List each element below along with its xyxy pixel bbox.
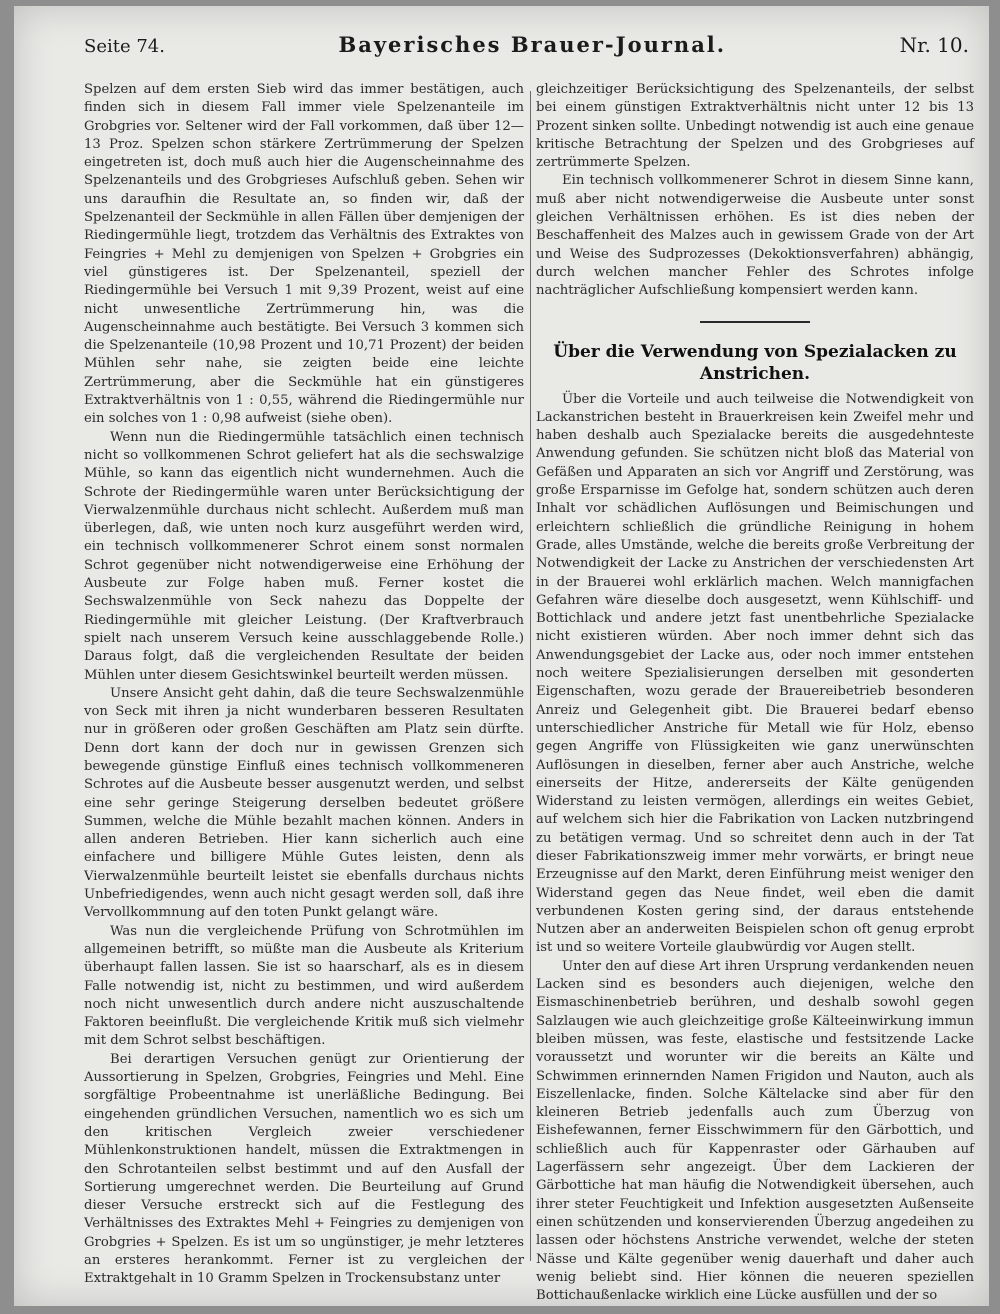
left-paragraph-5: Bei derartigen Versuchen genügt zur Orientierung der Aussortierung in Spelzen, Grobgries, Feingries und Mehl. Eine sorgfältige Probeentnahme ist unerläßliche Bedingung. Bei eingehenden gründlichen Versuchen, namentlich wo es sich um den kritischen Vergleich zweier verschiedener Mühlenkonstruktionen handelt, müssen die Extraktmengen in den Schrotanteilen selbst bestimmt und auf den Ausfall der Sortierung umgerechnet werden. Die Beurteilung auf Grund dieser Versuche erstreckt sich auf die Festlegung des Verhältnisses des Extraktes Mehl + Feingries zu demjenigen von Grobgries + Spelzen. Es ist um so ungünstiger, je mehr letzteres an ersteres herankommt. Ferner ist zu vergleichen der Extraktgehalt in 10 Gramm Spelzen in Trockensubstanz unter bbox=[84, 1051, 524, 1287]
newspaper-page bbox=[14, 6, 989, 1306]
left-paragraph-1: Spelzen auf dem ersten Sieb wird das immer bestätigen, auch finden sich in diesem Fall immer viele Spelzenanteile im Grobgries vor. Seltener wird der Fall vorkommen, daß über 12—13 Proz. Spelzen schon stärkere Zertrümmerung der Spelzen eingetreten ist, doch muß auch hier die Augenscheinnahme des Spelzenanteils und des Grobgrieses Aufschluß geben. Sehen wir uns daraufhin die Resultate an, so finden wir, daß der Spelzenanteil der Seckmühle in allen Fällen über demjenigen der Riedingermühle liegt, trotzdem das Verhältnis des Extraktes von Feingries + Mehl zu demjenigen von Spelzen + Grobgries ein viel günstigeres ist. Der Spelzenanteil, speziell der Riedingermühle bei Versuch 1 mit 9,39 Prozent, weist auf eine nicht unwesentliche Zertrümmerung hin, was die Augenscheinnahme auch bestätigte. Bei Versuch 3 kommen sich die Spelzenanteile (10,98 Prozent und 10,71 Prozent) der beiden Mühlen sehr nahe, sie zeigten beide eine leichte Zertrümmerung, aber die Seckmühle hat ein günstigeres Extraktverhältnis von 1 : 0,55, während die Riedingermühle nur ein solches von 1 : 0,98 aufweist (siehe oben). bbox=[84, 82, 524, 427]
article-title: Über die Verwendung von Spezialacken zu Anstrichen. bbox=[553, 341, 957, 384]
left-column bbox=[84, 81, 524, 1287]
left-paragraph-3: Unsere Ansicht geht dahin, daß die teure Sechswalzenmühle von Seck mit ihren ja nicht wunderbaren besseren Resultaten nur in größeren oder großen Geschäften am Platz sein dürfte. Denn dort kann der doch nur in gewissen Grenzen sich bewegende günstige Einfluß eines technisch vollkommeneren Schrotes auf die Ausbeute besser ausgenutzt werden, und selbst eine sehr geringe Steigerung derselben bedeutet größere Summen, welche die Mühle bezahlt machen können. Anders in allen anderen Betrieben. Hier kann sicherlich auch eine einfachere und billigere Mühle Gutes leisten, denn als Vierwalzenmühle beurteilt leistet sie ebenfalls durchaus nichts Unbefriedigendes, wenn auch nicht gesagt werden soll, daß ihre Vervollkommnung auf den toten Punkt gelangt wäre. bbox=[84, 685, 524, 921]
journal-title: Bayerisches Brauer-Journal. bbox=[338, 32, 727, 57]
right-paragraph-2: Ein technisch vollkommenerer Schrot in diesem Sinne kann, muß aber nicht notwendigerweise die Ausbeute unter sonst gleichen Verhältnissen erhöhen. Es ist dies neben der Beschaffenheit des Malzes auch in gewissem Grade von der Art und Weise des Sudprozesses (Dekoktionsverfahren) abhängig, durch welchen mancher Fehler des Schrotes infolge nachträglicher Aufschließung kompensiert werden kann. bbox=[536, 173, 974, 299]
right-column bbox=[536, 81, 974, 1304]
section-rule bbox=[700, 321, 810, 323]
article-paragraph-1: Über die Vorteile und auch teilweise die Notwendigkeit von Lackanstrichen besteht in Brauerkreisen kein Zweifel mehr und haben deshalb auch Spezialacke bereits die ausgedehnteste Anwendung gefunden. Sie schützen nicht bloß das Material von Gefäßen und Apparaten an sich vor Angriff und Zerstörung, was große Ersparnisse im Gefolge hat, sondern schützen auch deren Inhalt vor schädlichen Auflösungen und Beimischungen und erleichtern schließlich die gründliche Reinigung in hohem Grade, alles Umstände, welche die bereits große Verbreitung der Notwendigkeit der Lacke zu Anstrichen der verschiedensten Art in der Brauerei wohl erklärlich machen. Welch mannigfachen Gefahren wäre dieselbe doch ausgesetzt, wenn Kühlschiff- und Bottichlack und andere jetzt fast unentbehrliche Spezialacke nicht existieren würden. Aber noch immer dehnt sich das Anwendungsgebiet der Lacke aus, oder noch immer entstehen noch weitere Spezialisierungen derselben mit gesonderten Eigenschaften, wozu gerade der Brauereibetrieb besonderen Anreiz und Gelegenheit gibt. Die Brauerei bedarf ebenso unterschiedlicher Anstriche für Metall wie für Holz, ebenso gegen Angriffe von Flüssigkeiten wie ganz unerwünschten Auflösungen in dieselben, ferner aber auch Anstriche, welche einerseits der Hitze, andererseits der Kälte genügenden Widerstand zu leisten vermögen, allerdings ein weites Gebiet, auf welchem sich hier die Fabrikation von Lacken nutzbringend zu betätigen vermag. Und so schreitet denn auch in der Tat dieser Fabrikationszweig immer mehr vorwärts, er bringt neue Erzeugnisse auf den Markt, deren Einführung meist weniger den Widerstand gegen das Neue findet, weil eben die damit verbundenen Kosten gering sind, der daraus entstehende Nutzen aber an anderweiten Beispielen schon oft genug erprobt ist und so weitere Vorteile glaubwürdig vor Augen stellt. bbox=[536, 391, 974, 956]
page-header bbox=[84, 32, 969, 72]
right-paragraph-1: gleichzeitiger Berücksichtigung des Spelzenanteils, der selbst bei einem günstigen Extraktverhältnis nicht unter 12 bis 13 Prozent sinken sollte. Unbedingt notwendig ist auch eine genaue kritische Betrachtung der Spelzen und des Grobgrieses auf zertrümmerte Spelzen. bbox=[536, 82, 974, 171]
left-paragraph-4: Was nun die vergleichende Prüfung von Schrotmühlen im allgemeinen betrifft, so müßte man die Ausbeute als Kriterium überhaupt fallen lassen. Sie ist so haarscharf, als es in diesem Falle notwendig ist, nicht zu bestimmen, und wird außerdem noch nicht unwesentlich durch andere nicht auszuschaltende Faktoren beeinflußt. Die vergleichende Kritik muß sich vielmehr mit dem Schrot selbst beschäftigen. bbox=[84, 923, 524, 1049]
issue-number: Nr. 10. bbox=[899, 33, 969, 57]
left-paragraph-2: Wenn nun die Riedingermühle tatsächlich einen technisch nicht so vollkommenen Schrot geliefert hat als die sechswalzige Mühle, so kann das eigentlich nicht wundernehmen. Auch die Schrote der Riedingermühle waren unter Berücksichtigung der Vierwalzenmühle durchaus nicht schlecht. Außerdem muß man überlegen, daß, wie unten noch kurz ausgeführt werden wird, ein technisch vollkommenerer Schrot einem sonst normalen Schrot gegenüber nicht notwendigerweise eine Erhöhung der Ausbeute zur Folge haben muß. Ferner kostet die Sechswalzenmühle von Seck nahezu das Doppelte der Riedingermühle mit gleicher Leistung. (Der Kraftverbrauch spielt nach unserem Versuch keine ausschlaggebende Rolle.) Daraus folgt, daß die vergleichenden Resultate der beiden Mühlen unter diesem Gesichtswinkel beurteilt werden müssen. bbox=[84, 429, 524, 683]
article-paragraph-2: Unter den auf diese Art ihren Ursprung verdankenden neuen Lacken sind es besonders auch diejenigen, welche den Eismaschinenbetrieb berühren, und deshalb sowohl gegen Salzlaugen wie auch gleichzeitige große Kälteeinwirkung immun bleiben müssen, was feste, elastische und festsitzende Lacke voraussetzt und worunter wir die bereits an Kälte und Schwimmen erinnernden Namen Frigidon und Nauton, auch als Eiszellenlacke, finden. Solche Kältelacke sind aber für den kleineren Betrieb jedenfalls auch zum Überzug von Eishefewannen, ferner Eisschwimmern für den Gärbottich, und schließlich auch für Kappenraster oder Gärhauben auf Lagerfässern sehr angezeigt. Über dem Lackieren der Gärbottiche hat man häufig die Notwendigkeit übersehen, auch ihrer steter Feuchtigkeit und Infektion ausgesetzten Außenseite einen schützenden und konservierenden Überzug angedeihen zu lassen oder höchstens Anstriche verwendet, welche der steten Nässe und Kälte gegenüber wenig dauerhaft und daher auch wenig beliebt sind. Hier können die neueren speziellen Bottichaußenlacke wirklich eine Lücke ausfüllen und der so bbox=[536, 958, 974, 1304]
column-divider bbox=[530, 91, 531, 1261]
page-number: Seite 74. bbox=[84, 36, 165, 57]
